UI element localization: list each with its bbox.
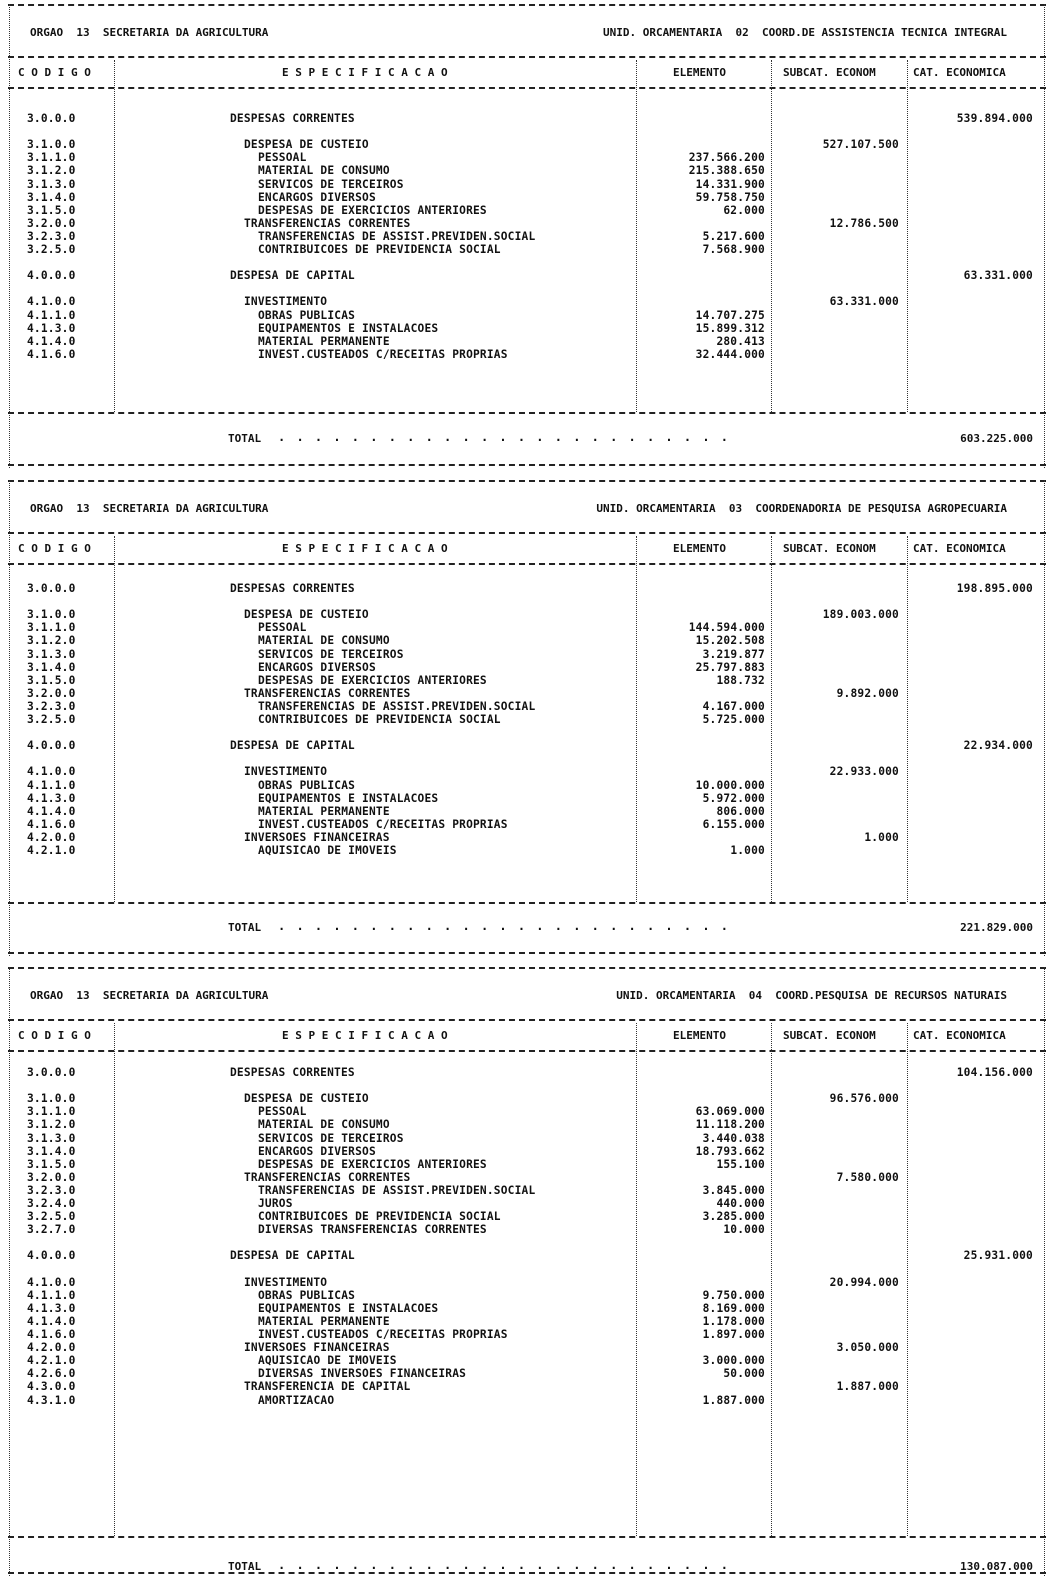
row-description: DESPESAS CORRENTES (230, 582, 355, 595)
section-bottom-rule (8, 952, 1046, 954)
row-description: TRANSFERENCIAS CORRENTES (244, 686, 411, 700)
orgao-label: ORGAO 13 SECRETARIA DA AGRICULTURA (30, 502, 269, 515)
row-elemento: 280.413 (716, 334, 765, 348)
row-elemento: 6.155.000 (702, 817, 765, 831)
row-code: 4.0.0.0 (27, 739, 76, 753)
row-description: SERVICOS DE TERCEIROS (258, 647, 404, 661)
row-description: DIVERSAS TRANSFERENCIAS CORRENTES (258, 1223, 487, 1237)
row-elemento: 11.118.200 (695, 1118, 765, 1132)
row-code: 4.2.6.0 (27, 1367, 76, 1381)
row-description: AMORTIZACAO (258, 1393, 335, 1407)
row-description: ENCARGOS DIVERSOS (258, 660, 376, 674)
row-elemento: 18.793.662 (695, 1144, 765, 1158)
row-elemento: 5.725.000 (702, 713, 765, 726)
section-top-rule (8, 967, 1046, 969)
row-description: DESPESA DE CUSTEIO (244, 608, 369, 622)
row-subcat: 63.331.000 (829, 295, 899, 309)
row-description: INVESTIMENTO (244, 765, 328, 779)
row-description: MATERIAL DE CONSUMO (258, 164, 390, 178)
column-divider (907, 60, 908, 412)
subcat-header: SUBCAT. ECONOM (783, 542, 876, 555)
row-code: 3.1.3.0 (27, 177, 76, 191)
header-rule (8, 532, 1046, 534)
column-divider (771, 60, 772, 412)
row-subcat: 20.994.000 (829, 1275, 899, 1289)
row-subcat: 12.786.500 (829, 216, 899, 230)
row-description: INVESTIMENTO (244, 295, 328, 309)
cat-header: CAT. ECONOMICA (913, 1029, 1006, 1042)
row-code: 4.1.1.0 (27, 1288, 76, 1302)
row-description: MATERIAL PERMANENTE (258, 804, 390, 818)
cat-header: CAT. ECONOMICA (913, 66, 1006, 79)
row-code: 3.2.5.0 (27, 243, 76, 256)
column-divider (907, 536, 908, 902)
row-description: DESPESA DE CAPITAL (230, 1249, 355, 1263)
row-elemento: 10.000 (723, 1223, 765, 1237)
row-elemento: 50.000 (723, 1367, 765, 1381)
row-description: PESSOAL (258, 151, 307, 165)
row-elemento: 3.285.000 (702, 1210, 765, 1224)
row-elemento: 1.000 (730, 844, 765, 857)
row-description: TRANSFERENCIAS DE ASSIST.PREVIDEN.SOCIAL (258, 699, 536, 713)
column-divider (636, 60, 637, 412)
row-description: MATERIAL DE CONSUMO (258, 634, 390, 648)
elemento-header: ELEMENTO (673, 66, 726, 79)
row-code: 4.1.4.0 (27, 334, 76, 348)
row-code: 3.1.2.0 (27, 164, 76, 178)
especificacao-header: E S P E C I F I C A C A O (282, 1029, 448, 1042)
body-bottom-rule (8, 1536, 1046, 1538)
row-description: PESSOAL (258, 621, 307, 635)
row-description: INVEST.CUSTEADOS C/RECEITAS PROPRIAS (258, 817, 508, 831)
row-subcat: 527.107.500 (822, 138, 899, 152)
codigo-header: C O D I G O (18, 1029, 91, 1042)
row-code: 3.1.3.0 (27, 1131, 76, 1145)
row-code: 4.1.0.0 (27, 1275, 76, 1289)
elemento-header: ELEMENTO (673, 542, 726, 555)
row-description: INVERSOES FINANCEIRAS (244, 1341, 390, 1355)
row-subcat: 189.003.000 (822, 608, 899, 622)
row-code: 4.1.6.0 (27, 1328, 76, 1341)
row-code: 3.1.4.0 (27, 660, 76, 674)
row-code: 3.0.0.0 (27, 112, 76, 125)
row-code: 3.1.1.0 (27, 621, 76, 635)
row-elemento: 806.000 (716, 804, 765, 818)
row-code: 3.2.3.0 (27, 1183, 76, 1197)
row-description: SERVICOS DE TERCEIROS (258, 177, 404, 191)
row-code: 3.1.1.0 (27, 151, 76, 165)
row-elemento: 14.331.900 (695, 177, 765, 191)
row-description: MATERIAL PERMANENTE (258, 1314, 390, 1328)
total-leader-dots: . . . . . . . . . . . . . . . . . . . . . . . . . (278, 430, 731, 444)
row-code: 4.2.0.0 (27, 1341, 76, 1355)
row-code: 4.2.1.0 (27, 844, 76, 857)
row-code: 4.1.6.0 (27, 347, 76, 361)
row-description: PESSOAL (258, 1105, 307, 1119)
row-code: 3.0.0.0 (27, 1066, 76, 1079)
row-elemento: 3.219.877 (702, 647, 765, 661)
row-code: 3.2.0.0 (27, 686, 76, 700)
total-label: TOTAL (228, 432, 262, 445)
row-subcat: 3.050.000 (836, 1341, 899, 1355)
column-divider (636, 536, 637, 902)
row-description: DESPESAS DE EXERCICIOS ANTERIORES (258, 673, 487, 687)
row-description: TRANSFERENCIAS CORRENTES (244, 1170, 411, 1184)
row-description: CONTRIBUICOES DE PREVIDENCIA SOCIAL (258, 1210, 501, 1224)
unidade-label: UNID. ORCAMENTARIA 03 COORDENADORIA DE PESQUISA AGROPECUARIA (596, 502, 1007, 515)
row-elemento: 10.000.000 (695, 778, 765, 792)
row-code: 3.1.3.0 (27, 647, 76, 661)
row-code: 3.1.1.0 (27, 1105, 76, 1119)
row-description: EQUIPAMENTOS E INSTALACOES (258, 321, 439, 335)
section-top-rule (8, 4, 1046, 6)
row-code: 3.1.0.0 (27, 138, 76, 152)
column-divider (771, 536, 772, 902)
row-subcat: 96.576.000 (829, 1092, 899, 1106)
subcat-header: SUBCAT. ECONOM (783, 66, 876, 79)
row-code: 3.2.7.0 (27, 1223, 76, 1237)
row-description: DESPESA DE CAPITAL (230, 269, 355, 283)
row-description: OBRAS PUBLICAS (258, 308, 356, 322)
orgao-label: ORGAO 13 SECRETARIA DA AGRICULTURA (30, 989, 269, 1002)
column-divider (114, 60, 115, 412)
orgao-label: ORGAO 13 SECRETARIA DA AGRICULTURA (30, 26, 269, 39)
body-bottom-rule (8, 902, 1046, 904)
row-elemento: 15.202.508 (695, 634, 765, 648)
total-leader-dots: . . . . . . . . . . . . . . . . . . . . . . . . . (278, 919, 731, 933)
row-description: TRANSFERENCIA DE CAPITAL (244, 1380, 411, 1394)
row-description: DESPESAS DE EXERCICIOS ANTERIORES (258, 203, 487, 217)
row-code: 3.1.2.0 (27, 1118, 76, 1132)
row-cat: 198.895.000 (956, 582, 1033, 595)
row-code: 3.1.0.0 (27, 1092, 76, 1106)
row-elemento: 144.594.000 (688, 621, 765, 635)
row-description: DESPESA DE CUSTEIO (244, 138, 369, 152)
row-description: OBRAS PUBLICAS (258, 778, 356, 792)
row-description: TRANSFERENCIAS CORRENTES (244, 216, 411, 230)
total-value: 603.225.000 (960, 432, 1033, 445)
column-header-rule (8, 87, 1046, 89)
row-code: 3.1.4.0 (27, 1144, 76, 1158)
total-label: TOTAL (228, 921, 262, 934)
row-cat: 539.894.000 (956, 112, 1033, 125)
row-description: MATERIAL DE CONSUMO (258, 1118, 390, 1132)
row-code: 4.1.6.0 (27, 817, 76, 831)
row-elemento: 32.444.000 (695, 347, 765, 361)
row-description: OBRAS PUBLICAS (258, 1288, 356, 1302)
row-code: 4.1.4.0 (27, 804, 76, 818)
column-divider (114, 536, 115, 902)
row-elemento: 3.000.000 (702, 1354, 765, 1368)
column-divider (9, 4, 10, 468)
column-header-rule (8, 563, 1046, 565)
row-code: 3.1.4.0 (27, 190, 76, 204)
row-description: DESPESA DE CUSTEIO (244, 1092, 369, 1106)
row-cat: 104.156.000 (956, 1066, 1033, 1079)
row-subcat: 1.887.000 (836, 1380, 899, 1394)
row-elemento: 1.887.000 (702, 1393, 765, 1407)
row-elemento: 62.000 (723, 203, 765, 217)
header-rule (8, 1019, 1046, 1021)
especificacao-header: E S P E C I F I C A C A O (282, 66, 448, 79)
row-description: EQUIPAMENTOS E INSTALACOES (258, 791, 439, 805)
row-description: ENCARGOS DIVERSOS (258, 190, 376, 204)
row-description: DESPESAS CORRENTES (230, 1066, 355, 1079)
row-code: 4.3.0.0 (27, 1380, 76, 1394)
row-code: 4.0.0.0 (27, 1249, 76, 1263)
row-elemento: 440.000 (716, 1197, 765, 1210)
column-divider (1044, 967, 1045, 1576)
row-description: MATERIAL PERMANENTE (258, 334, 390, 348)
row-description: ENCARGOS DIVERSOS (258, 1144, 376, 1158)
row-description: SERVICOS DE TERCEIROS (258, 1131, 404, 1145)
row-code: 4.1.1.0 (27, 778, 76, 792)
row-code: 3.2.0.0 (27, 1170, 76, 1184)
row-description: CONTRIBUICOES DE PREVIDENCIA SOCIAL (258, 713, 501, 726)
column-divider (1044, 480, 1045, 956)
row-description: INVEST.CUSTEADOS C/RECEITAS PROPRIAS (258, 1328, 508, 1341)
row-description: AQUISICAO DE IMOVEIS (258, 1354, 397, 1368)
total-label: TOTAL (228, 1560, 262, 1573)
header-rule (8, 56, 1046, 58)
column-divider (114, 1023, 115, 1536)
row-code: 4.1.3.0 (27, 1301, 76, 1315)
row-description: TRANSFERENCIAS DE ASSIST.PREVIDEN.SOCIAL (258, 1183, 536, 1197)
column-divider (9, 480, 10, 956)
row-description: DIVERSAS INVERSOES FINANCEIRAS (258, 1367, 467, 1381)
row-code: 4.1.3.0 (27, 791, 76, 805)
row-elemento: 59.758.750 (695, 190, 765, 204)
row-code: 4.1.0.0 (27, 765, 76, 779)
especificacao-header: E S P E C I F I C A C A O (282, 542, 448, 555)
body-bottom-rule (8, 412, 1046, 414)
column-divider (771, 1023, 772, 1536)
row-description: TRANSFERENCIAS DE ASSIST.PREVIDEN.SOCIAL (258, 229, 536, 243)
row-elemento: 9.750.000 (702, 1288, 765, 1302)
row-cat: 63.331.000 (963, 269, 1033, 283)
row-elemento: 15.899.312 (695, 321, 765, 335)
row-description: EQUIPAMENTOS E INSTALACOES (258, 1301, 439, 1315)
row-elemento: 155.100 (716, 1157, 765, 1171)
row-elemento: 14.707.275 (695, 308, 765, 322)
column-header-rule (8, 1050, 1046, 1052)
row-elemento: 1.897.000 (702, 1328, 765, 1341)
row-code: 4.1.1.0 (27, 308, 76, 322)
unidade-label: UNID. ORCAMENTARIA 04 COORD.PESQUISA DE RECURSOS NATURAIS (616, 989, 1007, 1002)
row-code: 3.1.0.0 (27, 608, 76, 622)
total-value: 221.829.000 (960, 921, 1033, 934)
row-cat: 25.931.000 (963, 1249, 1033, 1263)
column-divider (1044, 4, 1045, 468)
row-code: 3.1.5.0 (27, 203, 76, 217)
row-subcat: 1.000 (864, 830, 899, 844)
row-elemento: 215.388.650 (688, 164, 765, 178)
row-subcat: 9.892.000 (836, 686, 899, 700)
row-code: 3.2.0.0 (27, 216, 76, 230)
column-divider (9, 967, 10, 1576)
row-code: 3.1.2.0 (27, 634, 76, 648)
row-description: JUROS (258, 1197, 293, 1210)
row-code: 3.1.5.0 (27, 673, 76, 687)
section-bottom-rule (8, 1572, 1046, 1574)
row-description: INVEST.CUSTEADOS C/RECEITAS PROPRIAS (258, 347, 508, 361)
row-subcat: 7.580.000 (836, 1170, 899, 1184)
row-code: 4.3.1.0 (27, 1393, 76, 1407)
row-elemento: 5.972.000 (702, 791, 765, 805)
row-elemento: 8.169.000 (702, 1301, 765, 1315)
row-code: 4.0.0.0 (27, 269, 76, 283)
unidade-label: UNID. ORCAMENTARIA 02 COORD.DE ASSISTENCIA TECNICA INTEGRAL (603, 26, 1007, 39)
elemento-header: ELEMENTO (673, 1029, 726, 1042)
row-code: 3.2.5.0 (27, 713, 76, 726)
row-description: CONTRIBUICOES DE PREVIDENCIA SOCIAL (258, 243, 501, 256)
row-description: INVESTIMENTO (244, 1275, 328, 1289)
column-divider (907, 1023, 908, 1536)
row-subcat: 22.933.000 (829, 765, 899, 779)
row-elemento: 25.797.883 (695, 660, 765, 674)
codigo-header: C O D I G O (18, 542, 91, 555)
row-code: 4.1.0.0 (27, 295, 76, 309)
row-elemento: 237.566.200 (688, 151, 765, 165)
row-description: AQUISICAO DE IMOVEIS (258, 844, 397, 857)
subcat-header: SUBCAT. ECONOM (783, 1029, 876, 1042)
total-value: 130.087.000 (960, 1560, 1033, 1573)
row-code: 3.0.0.0 (27, 582, 76, 595)
row-code: 4.1.4.0 (27, 1314, 76, 1328)
row-elemento: 4.167.000 (702, 699, 765, 713)
section-top-rule (8, 480, 1046, 482)
row-elemento: 188.732 (716, 673, 765, 687)
row-elemento: 7.568.900 (702, 243, 765, 256)
total-leader-dots: . . . . . . . . . . . . . . . . . . . . . . . . . (278, 1558, 731, 1572)
cat-header: CAT. ECONOMICA (913, 542, 1006, 555)
row-description: DESPESAS DE EXERCICIOS ANTERIORES (258, 1157, 487, 1171)
row-description: INVERSOES FINANCEIRAS (244, 830, 390, 844)
row-code: 3.1.5.0 (27, 1157, 76, 1171)
row-code: 4.1.3.0 (27, 321, 76, 335)
row-elemento: 3.845.000 (702, 1183, 765, 1197)
row-code: 4.2.1.0 (27, 1354, 76, 1368)
row-elemento: 63.069.000 (695, 1105, 765, 1119)
row-code: 3.2.5.0 (27, 1210, 76, 1224)
row-description: DESPESAS CORRENTES (230, 112, 355, 125)
row-code: 3.2.4.0 (27, 1197, 76, 1210)
codigo-header: C O D I G O (18, 66, 91, 79)
section-bottom-rule (8, 464, 1046, 466)
row-cat: 22.934.000 (963, 739, 1033, 753)
column-divider (636, 1023, 637, 1536)
row-code: 4.2.0.0 (27, 830, 76, 844)
row-elemento: 3.440.038 (702, 1131, 765, 1145)
row-elemento: 5.217.600 (702, 229, 765, 243)
row-code: 3.2.3.0 (27, 229, 76, 243)
row-description: DESPESA DE CAPITAL (230, 739, 355, 753)
row-elemento: 1.178.000 (702, 1314, 765, 1328)
row-code: 3.2.3.0 (27, 699, 76, 713)
